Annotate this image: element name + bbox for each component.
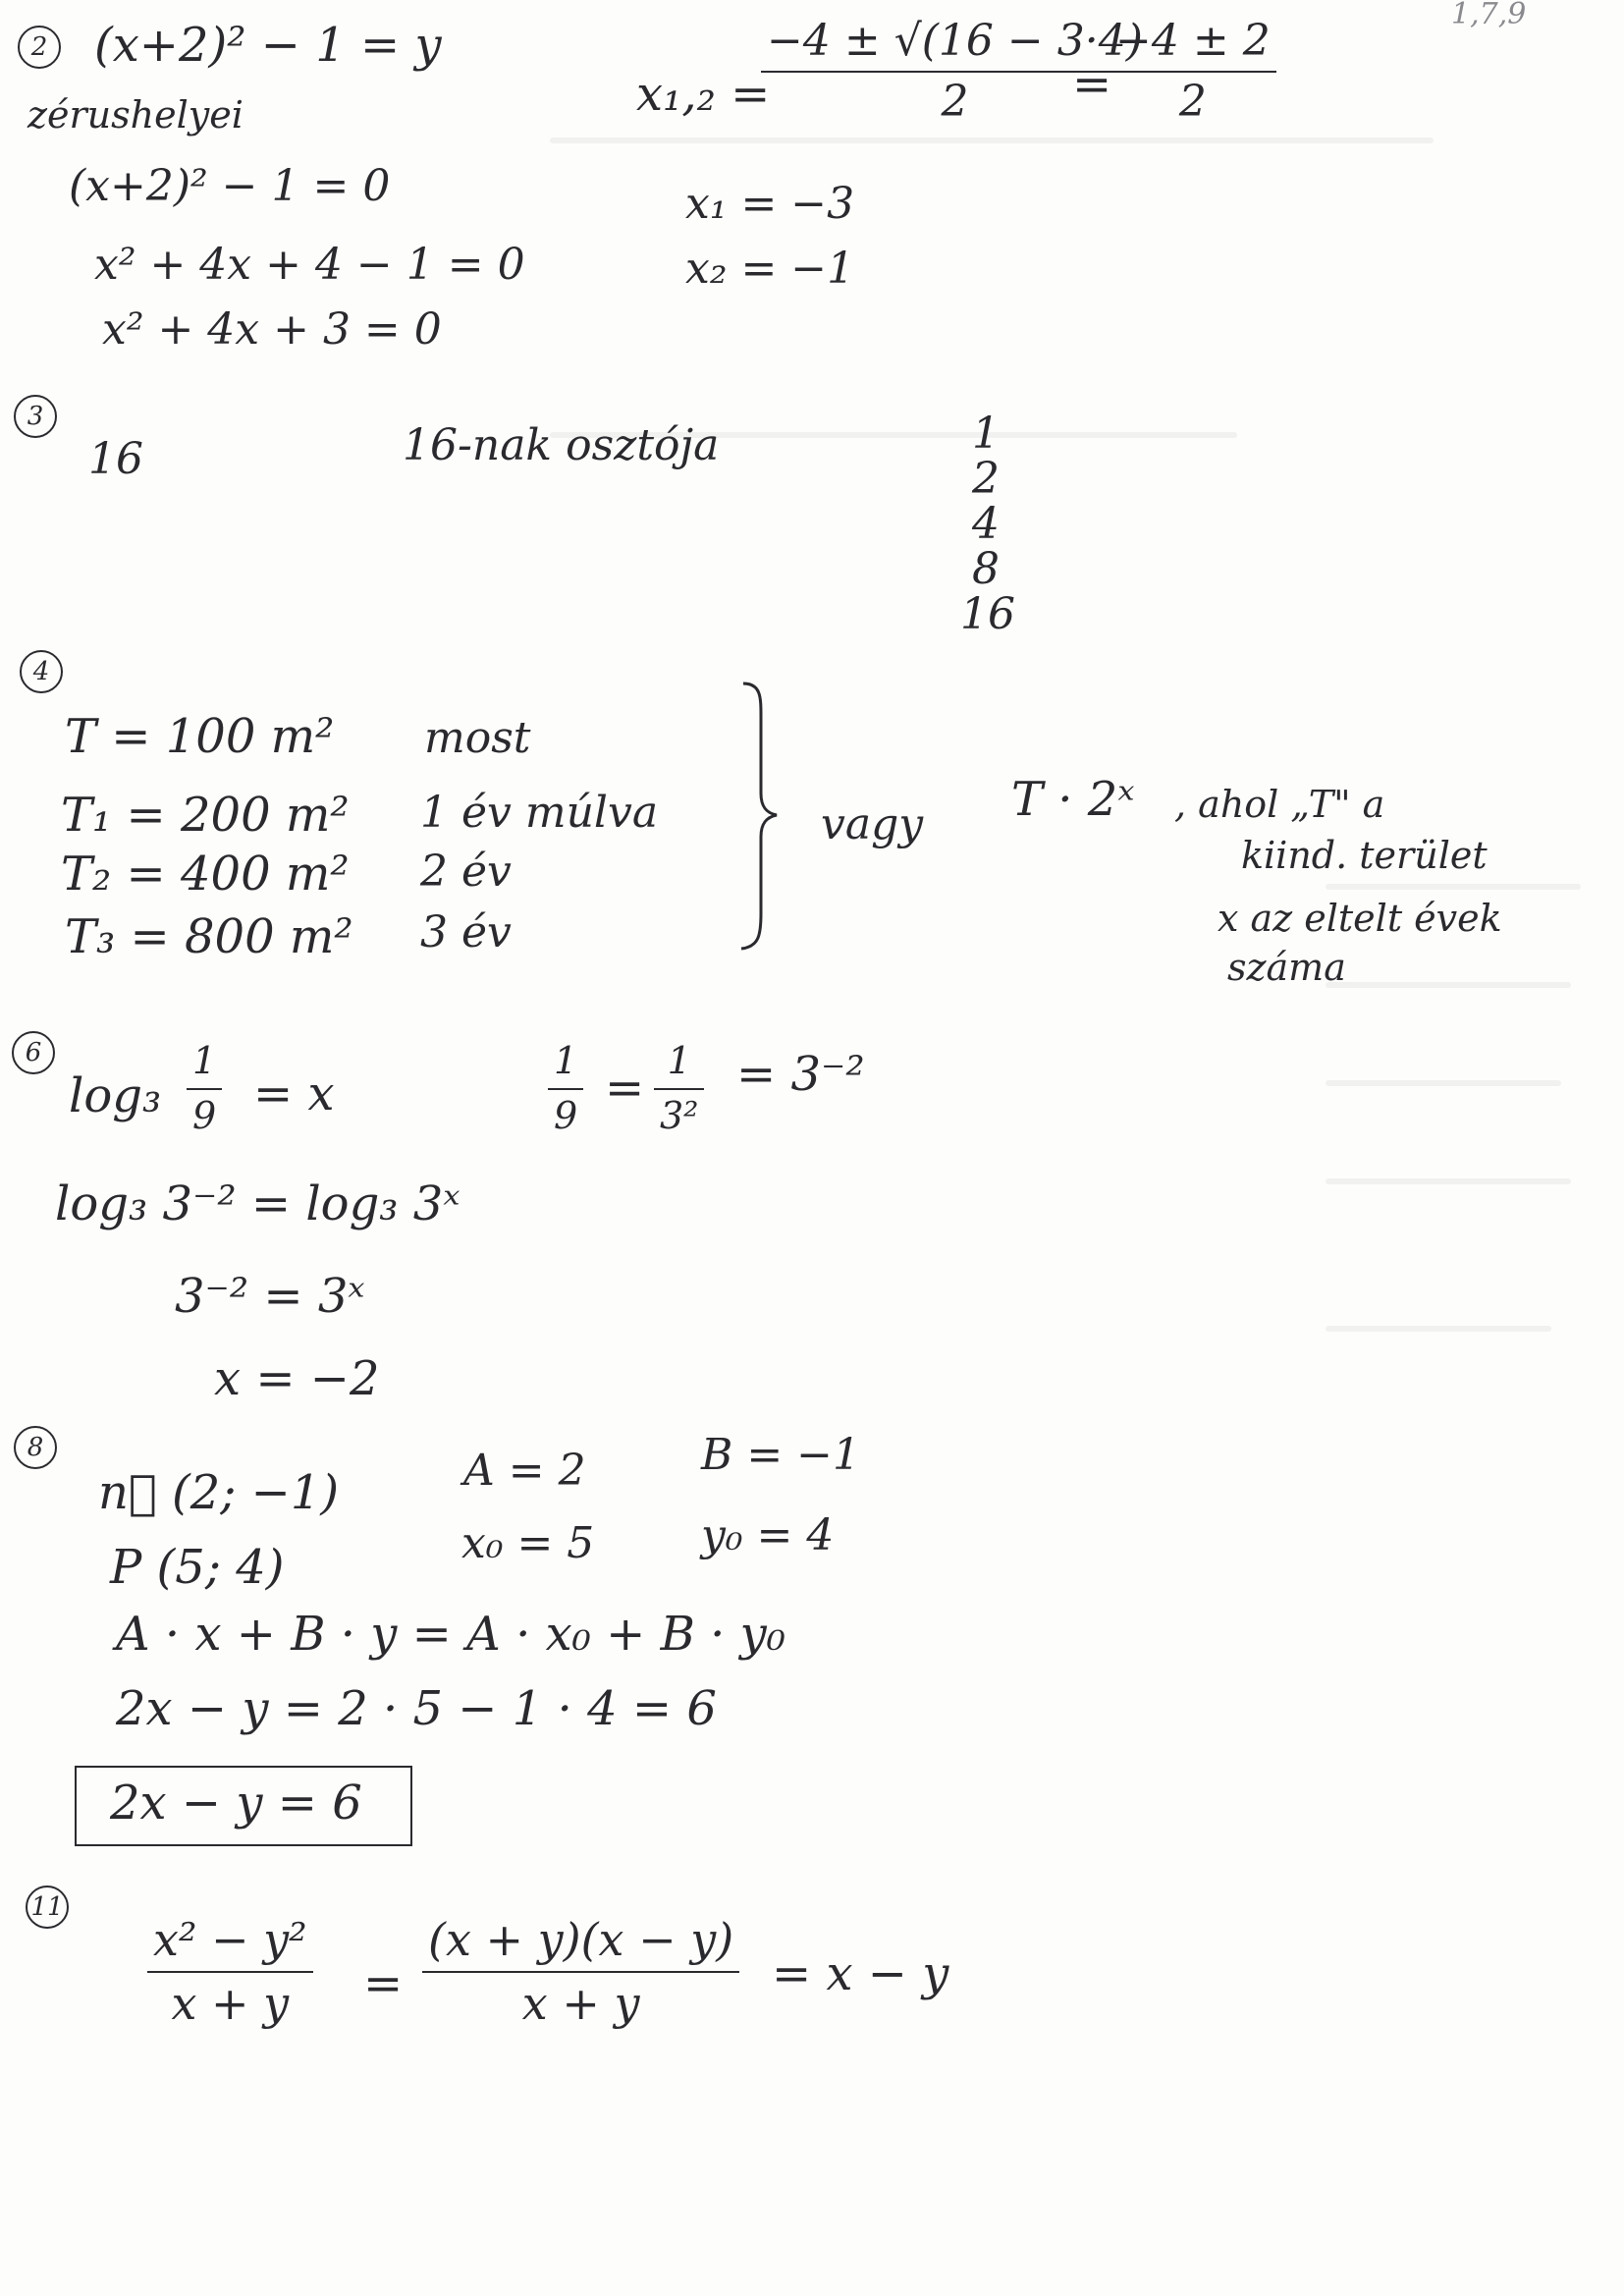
p3-divisor: 16: [960, 589, 1015, 639]
p2-fraction-numerator: −4 ± √(16 − 3·4): [767, 16, 1143, 66]
problem-number-2: 2: [18, 26, 61, 69]
p2-x12-label: x₁,₂ =: [636, 67, 771, 122]
p4-explanation-2: kiind. terület: [1241, 834, 1488, 877]
p6-rhs-fraction-2: [654, 1041, 704, 1137]
p11-fraction-2: [422, 1915, 739, 2028]
p6-log-base: log₃: [69, 1068, 162, 1123]
p2-equals: =: [1072, 57, 1112, 112]
p8-x0: x₀ = 5: [461, 1518, 595, 1568]
p2-simplified-bar: [1110, 71, 1276, 73]
p2-label: zérushelyei: [27, 93, 244, 137]
p4-time-row-1: 1 év múlva: [420, 788, 659, 838]
p8-coefficient-a: A = 2: [463, 1446, 586, 1496]
p4-area-row-3: T₃ = 800 m²: [65, 909, 353, 964]
p6-one-ninth: [187, 1041, 222, 1137]
p6-rhs-denominator-1: 9: [554, 1093, 578, 1137]
p2-step-2: x² + 4x + 4 − 1 = 0: [94, 240, 525, 290]
p2-simplified-denominator: 2: [1178, 77, 1207, 128]
p11-fraction-1-numerator: x² − y²: [153, 1913, 307, 1966]
p8-y0: y₀ = 4: [701, 1510, 835, 1560]
p6-rhs-numerator-1: 1: [554, 1039, 578, 1082]
p11-fraction-2-bar: [422, 1971, 739, 1973]
p4-explanation-3: x az eltelt évek: [1218, 897, 1502, 940]
p2-root-2: x₂ = −1: [685, 244, 855, 294]
p6-rhs-fraction-1: [548, 1041, 583, 1137]
curly-brace-icon: [731, 678, 781, 953]
p4-area-row-1: T₁ = 200 m²: [61, 788, 350, 843]
problem-number-11: 11: [26, 1886, 69, 1929]
p6-rhs-denominator-2: 3²: [660, 1093, 699, 1137]
p6-rhs-bar-2: [654, 1088, 704, 1090]
p2-step-1: (x+2)² − 1 = 0: [69, 161, 391, 211]
p6-one-ninth-numerator: 1: [192, 1039, 217, 1082]
p11-result: = x − y: [772, 1946, 949, 2001]
p8-coefficient-b: B = −1: [701, 1430, 861, 1480]
p4-formula: T · 2ˣ: [1011, 772, 1135, 827]
p11-fraction-2-numerator: (x + y)(x − y): [428, 1913, 734, 1966]
p6-equals-x: = x: [253, 1066, 335, 1121]
p6-rhs-numerator-2: 1: [667, 1039, 691, 1082]
p11-equals: =: [363, 1956, 404, 2011]
p8-substitution: 2x − y = 2 · 5 − 1 · 4 = 6: [116, 1681, 717, 1736]
p8-general-form: A · x + B · y = A · x₀ + B · y₀: [116, 1607, 786, 1662]
p3-text: 16-nak osztója: [403, 420, 720, 470]
p4-time-row-2: 2 év: [420, 847, 512, 897]
p3-divisor: 4: [972, 499, 1000, 549]
p6-one-ninth-denominator: 9: [192, 1093, 217, 1137]
p2-simplified-fraction: [1110, 18, 1276, 127]
p11-fraction-2-denominator: x + y: [521, 1976, 640, 2030]
p4-or: vagy: [821, 799, 924, 849]
p2-step-3: x² + 4x + 3 = 0: [102, 304, 442, 355]
problem-number-4: 4: [20, 650, 63, 693]
p2-equation: (x+2)² − 1 = y: [94, 18, 442, 73]
p2-fraction-denominator: 2: [941, 77, 969, 128]
problem-number-3: 3: [14, 395, 57, 438]
p4-explanation-4: száma: [1227, 946, 1346, 989]
p6-step-1: log₃ 3⁻² = log₃ 3ˣ: [55, 1176, 460, 1231]
p6-rhs-equals: =: [605, 1061, 645, 1116]
problem-number-8: 8: [14, 1426, 57, 1469]
p8-answer: 2x − y = 6: [110, 1776, 362, 1831]
p11-fraction-1-bar: [147, 1971, 313, 1973]
p6-step-2: 3⁻² = 3ˣ: [175, 1269, 365, 1324]
p3-divisor: 2: [972, 454, 1000, 504]
p11-fraction-1-denominator: x + y: [171, 1976, 290, 2030]
p3-divisor: 1: [972, 409, 1000, 459]
p3-divisor: 8: [972, 544, 1000, 594]
p8-normal-vector: n⃗ (2; −1): [98, 1465, 340, 1520]
p11-fraction-1: [147, 1915, 313, 2028]
p4-time-row-3: 3 év: [420, 907, 512, 957]
top-right-note: 1,7,9: [1451, 0, 1527, 31]
problem-number-6: 6: [12, 1031, 55, 1074]
p6-rhs-power: = 3⁻²: [736, 1047, 865, 1102]
p2-root-1: x₁ = −3: [685, 179, 855, 229]
p2-simplified-numerator: −4 ± 2: [1115, 16, 1271, 66]
p6-one-ninth-bar: [187, 1088, 222, 1090]
p4-time-row-0: most: [424, 713, 531, 763]
p3-value: 16: [88, 434, 143, 484]
p6-rhs-bar-1: [548, 1088, 583, 1090]
p8-point: P (5; 4): [110, 1540, 285, 1595]
p6-step-3: x = −2: [214, 1351, 380, 1406]
p4-explanation-1: , ahol „T" a: [1174, 783, 1385, 826]
p4-area-row-0: T = 100 m²: [65, 709, 335, 764]
p4-area-row-2: T₂ = 400 m²: [61, 847, 350, 902]
